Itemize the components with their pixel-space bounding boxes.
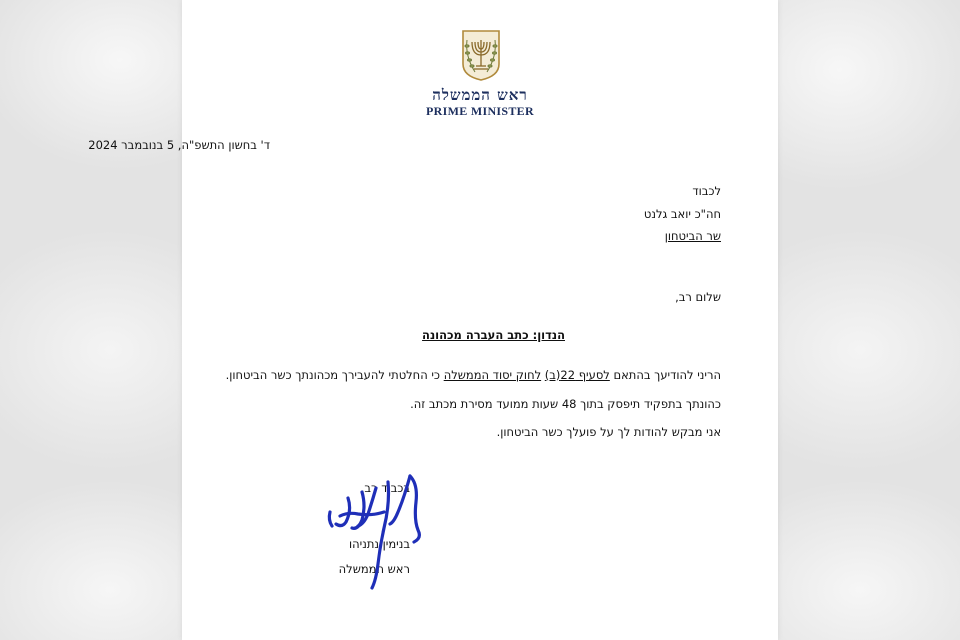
law-section-reference: לסעיף 22(ב) [544, 368, 610, 382]
closing-regards: בכבוד רב, [360, 481, 410, 495]
recipient-salutation: לכבוד [692, 184, 721, 198]
signer-title: ראש הממשלה [338, 562, 410, 576]
body-paragraph-1 [226, 368, 721, 382]
handwritten-signature-icon [318, 468, 430, 594]
body-paragraph-3: אני מבקש להודות לך על פועלך כשר הביטחון. [496, 425, 721, 439]
recipient-role: שר הביטחון [664, 229, 721, 243]
letterhead-title-hebrew: ראש הממשלה [432, 86, 528, 104]
recipient-name: חה"כ יואב גלנט [643, 207, 721, 221]
body-line1-end: כי החלטתי להעבירך מכהונתך כשר הביטחון. [225, 368, 444, 382]
basic-law-reference: לחוק יסוד הממשלה [443, 368, 542, 382]
subject-line: הנדון: כתב העברה מכהונה [422, 328, 565, 342]
signer-name: בנימין נתניהו [349, 537, 410, 551]
greeting: שלום רב, [675, 290, 721, 304]
letterhead-title-english: PRIME MINISTER [426, 104, 534, 118]
letter-date: ד' בחשון התשפ"ה, 5 בנובמבר 2024 [88, 138, 270, 152]
body-line1-start: הריני להודיעך בהתאם [609, 368, 721, 382]
state-emblem-icon [459, 28, 503, 82]
body-paragraph-2: כהונתך בתפקיד תיפסק בתוך 48 שעות ממועד מסירת מכתב זה. [410, 397, 721, 411]
